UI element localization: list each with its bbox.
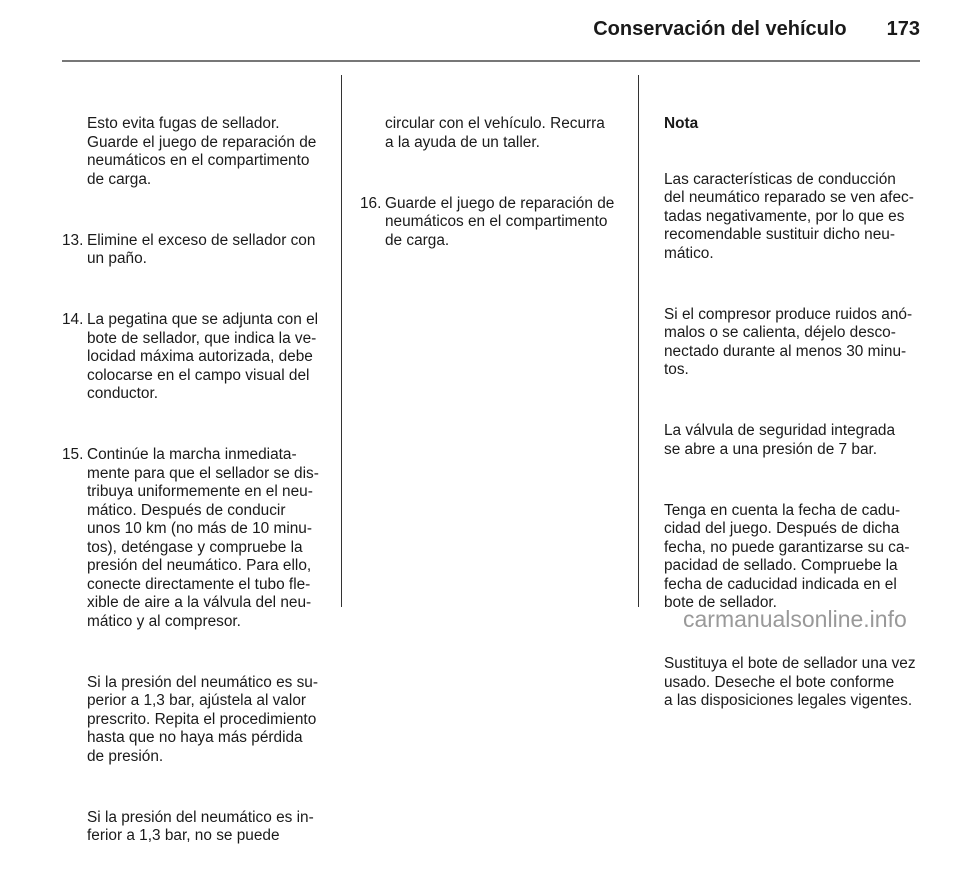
note-paragraph: Las características de conducción del neumático reparado se ven afec- tadas negativamente, por lo que es recomendable sustituir dicho neu- mático. bbox=[664, 170, 914, 262]
item-text: La pegatina que se adjunta con el bote de sellador, que indica la ve- locidad máxima autorizada, debe colocarse en el campo visual del conductor. bbox=[87, 311, 319, 402]
watermark: carmanualsonline.info bbox=[683, 606, 907, 632]
column-3 bbox=[664, 78, 954, 735]
list-item bbox=[62, 232, 334, 269]
sub-paragraph: Si la presión del neumático es su- perior a 1,3 bar, ajústela al valor prescrito. Repita el procedimiento hasta que no haya más pérdida de presión. bbox=[87, 673, 318, 765]
note-paragraph: La válvula de seguridad integrada se abre a una presión de 7 bar. bbox=[664, 422, 896, 458]
item-number: 15. bbox=[62, 446, 84, 463]
sub-paragraph: Si la presión del neumático es in- ferior a 1,3 bar, no se puede bbox=[87, 808, 314, 844]
note-paragraph: Si el compresor produce ruidos anó- malos o se calienta, déjelo desco- nectado durante al menos 30 minu- tos. bbox=[664, 305, 913, 378]
item-text: Continúe la marcha inmediata- mente para que el sellador se dis- tribuya uniformemente en el neu- mático. Después de conducir unos 10 km (no más de 10 minu- tos), deténgase y compruebe la presión del neumático. Para ello, conecte directamente el tubo fle- xible de aire a la válvula del neu- mático y al compresor. bbox=[87, 446, 319, 630]
section-title: Conservación del vehículo bbox=[593, 18, 847, 40]
item-text: Elimine el exceso de sellador con un paño. bbox=[87, 231, 316, 267]
item-number: 13. bbox=[62, 231, 84, 249]
item-number: 16. bbox=[360, 194, 382, 212]
page-number: 173 bbox=[886, 18, 920, 40]
note-paragraph: Tenga en cuenta la fecha de cadu- cidad del juego. Después de dicha fecha, no puede garantizarse su ca- pacidad de sellado. Compruebe la fecha de caducidad indicada en el bote de sellador. bbox=[664, 501, 910, 611]
column-1 bbox=[62, 78, 334, 870]
list-item bbox=[62, 311, 334, 404]
column-divider bbox=[638, 75, 639, 607]
column-2 bbox=[360, 78, 630, 274]
page-header bbox=[593, 18, 920, 41]
continued-text: Esto evita fugas de sellador. Guarde el juego de reparación de neumáticos en el compartimento de carga. bbox=[87, 115, 317, 188]
note-paragraph: Sustituya el bote de sellador una vez usado. Deseche el bote conforme a las disposiciones legales vigentes. bbox=[664, 655, 916, 709]
item-text: Guarde el juego de reparación de neumáticos en el compartimento de carga. bbox=[385, 194, 615, 249]
continued-text: circular con el vehículo. Recurra a la ayuda de un taller. bbox=[385, 115, 605, 151]
list-item bbox=[62, 446, 334, 631]
list-item bbox=[360, 195, 630, 251]
item-number: 14. bbox=[62, 311, 84, 328]
header-divider bbox=[62, 60, 920, 62]
column-divider bbox=[341, 75, 342, 607]
note-heading: Nota bbox=[664, 115, 699, 132]
